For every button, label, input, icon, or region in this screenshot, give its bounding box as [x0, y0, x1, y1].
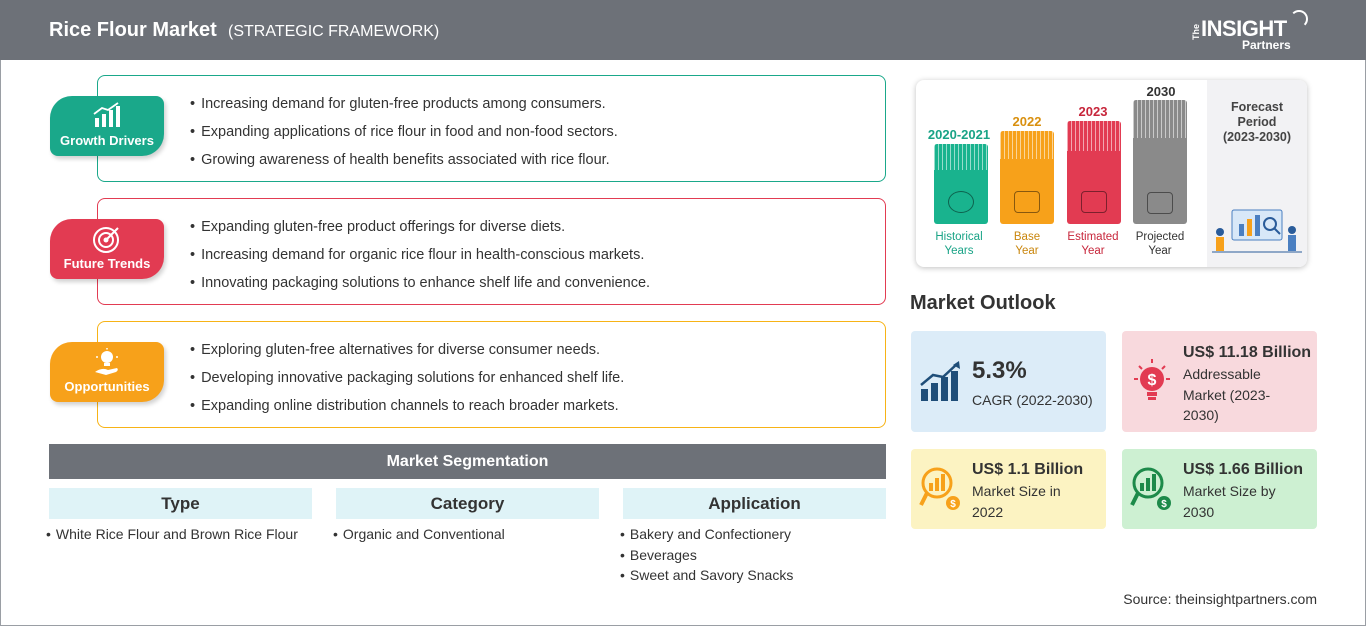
analytics-people-icon [1212, 202, 1302, 262]
growth-drivers-tag [50, 96, 164, 156]
history-icon [948, 191, 974, 213]
future-trends-box [97, 198, 886, 305]
list-item: • Sweet and Savory Snacks [620, 567, 793, 588]
list-item: • Organic and Conventional [333, 526, 505, 547]
timeline-caption-projected: Projected Year [1135, 231, 1185, 257]
timeline-bar-historical [934, 144, 988, 224]
dollar-bulb-icon [1130, 357, 1174, 405]
outlook-card-size-2030 [1122, 449, 1317, 529]
list-item: • Expanding online distribution channels to reach broader markets. [190, 396, 624, 424]
list-item: • Increasing demand for organic rice flour in health-conscious markets. [190, 245, 650, 273]
timeline-card [916, 80, 1307, 267]
page-title: Rice Flour Market [49, 19, 217, 41]
timeline-year-projected: 2030 [1146, 84, 1176, 99]
logo-arc-icon [1290, 10, 1308, 28]
list-item: • Expanding gluten-free product offerings for diverse diets. [190, 217, 650, 245]
cagr-value: 5.3% [972, 357, 1027, 384]
page-subtitle: (STRATEGIC FRAMEWORK) [228, 23, 440, 40]
market-size-2022-value: US$ 1.1 Billion [972, 461, 1084, 478]
future-trends-list [190, 217, 650, 301]
growth-chart-icon [919, 361, 963, 403]
source-credit: Source: theinsightpartners.com [1123, 591, 1317, 607]
logo-the: The [1191, 23, 1201, 40]
target-icon [92, 225, 122, 253]
opportunities-box [97, 321, 886, 428]
growth-drivers-box [97, 75, 886, 182]
list-item: • White Rice Flour and Brown Rice Flour [46, 526, 298, 547]
market-size-2030-value: US$ 1.66 Billion [1183, 461, 1304, 478]
future-trends-label: Future Trends [63, 256, 151, 271]
header-bar [0, 0, 1366, 60]
timeline-caption-base: Base Year [1013, 231, 1041, 257]
timeline-year-estimated: 2023 [1078, 104, 1108, 119]
addressable-market-value: US$ 11.18 Billion [1183, 344, 1312, 361]
growth-drivers-label: Growth Drivers [60, 133, 154, 148]
outlook-card-size-2022 [911, 449, 1106, 529]
forecast-period-panel [1207, 80, 1307, 267]
future-trends-tag [50, 219, 164, 279]
list-item: • Bakery and Confectionery [620, 526, 793, 547]
list-item: • Beverages [620, 547, 793, 568]
segment-category-header: Category [336, 488, 599, 519]
segment-category-list [333, 526, 505, 547]
company-logo [1190, 8, 1315, 54]
lightbulb-hand-icon [92, 348, 122, 376]
svg-text:$: $ [1161, 499, 1167, 510]
addressable-market-label: Addressable Market (2023- 2030) [1183, 366, 1271, 423]
segment-application-list [620, 526, 793, 588]
growth-drivers-list [190, 94, 618, 178]
bar-chart-arrow-icon [92, 102, 122, 128]
outlook-card-addressable [1122, 331, 1317, 432]
forecast-period-label: Forecast Period (2023-2030) [1222, 100, 1292, 144]
market-size-2022-label: Market Size in 2022 [972, 483, 1061, 520]
presentation-icon [1147, 192, 1173, 214]
logo-partners: Partners [1242, 38, 1291, 52]
gears-icon [1081, 191, 1107, 213]
list-item: • Developing innovative packaging solutions for enhanced shelf life. [190, 368, 624, 396]
segment-type-header: Type [49, 488, 312, 519]
list-item: • Expanding applications of rice flour in food and non-food sectors. [190, 122, 618, 150]
cagr-label: CAGR (2022-2030) [972, 392, 1093, 408]
money-magnifier-icon [1130, 465, 1174, 513]
segment-type-list [46, 526, 298, 547]
market-size-2030-label: Market Size by 2030 [1183, 483, 1276, 520]
timeline-caption-estimated: Estimated Year [1067, 231, 1119, 257]
market-outlook-title: Market Outlook [910, 292, 1056, 314]
svg-text:$: $ [950, 499, 956, 510]
opportunities-tag [50, 342, 164, 402]
timeline-year-base: 2022 [1012, 114, 1042, 129]
segment-application-header: Application [623, 488, 886, 519]
timeline-bar-projected [1133, 100, 1187, 224]
money-magnifier-icon [919, 465, 963, 513]
timeline-caption-historical: Historical Years [935, 231, 983, 257]
list-item: • Increasing demand for gluten-free products among consumers. [190, 94, 618, 122]
calendar-icon [1014, 191, 1040, 213]
list-item: • Exploring gluten-free alternatives for diverse consumer needs. [190, 340, 624, 368]
opportunities-list [190, 340, 624, 424]
timeline-bar-base [1000, 131, 1054, 224]
svg-text:$: $ [1147, 372, 1157, 389]
logo-insight: INSIGHT [1201, 16, 1287, 41]
opportunities-label: Opportunities [64, 379, 150, 394]
timeline-bar-estimated [1067, 121, 1121, 224]
list-item: • Innovating packaging solutions to enhance shelf life and convenience. [190, 273, 650, 301]
timeline-year-historical: 2020-2021 [927, 127, 991, 142]
outlook-card-cagr [911, 331, 1106, 432]
list-item: • Growing awareness of health benefits associated with rice flour. [190, 150, 618, 178]
segmentation-title: Market Segmentation [49, 444, 886, 479]
